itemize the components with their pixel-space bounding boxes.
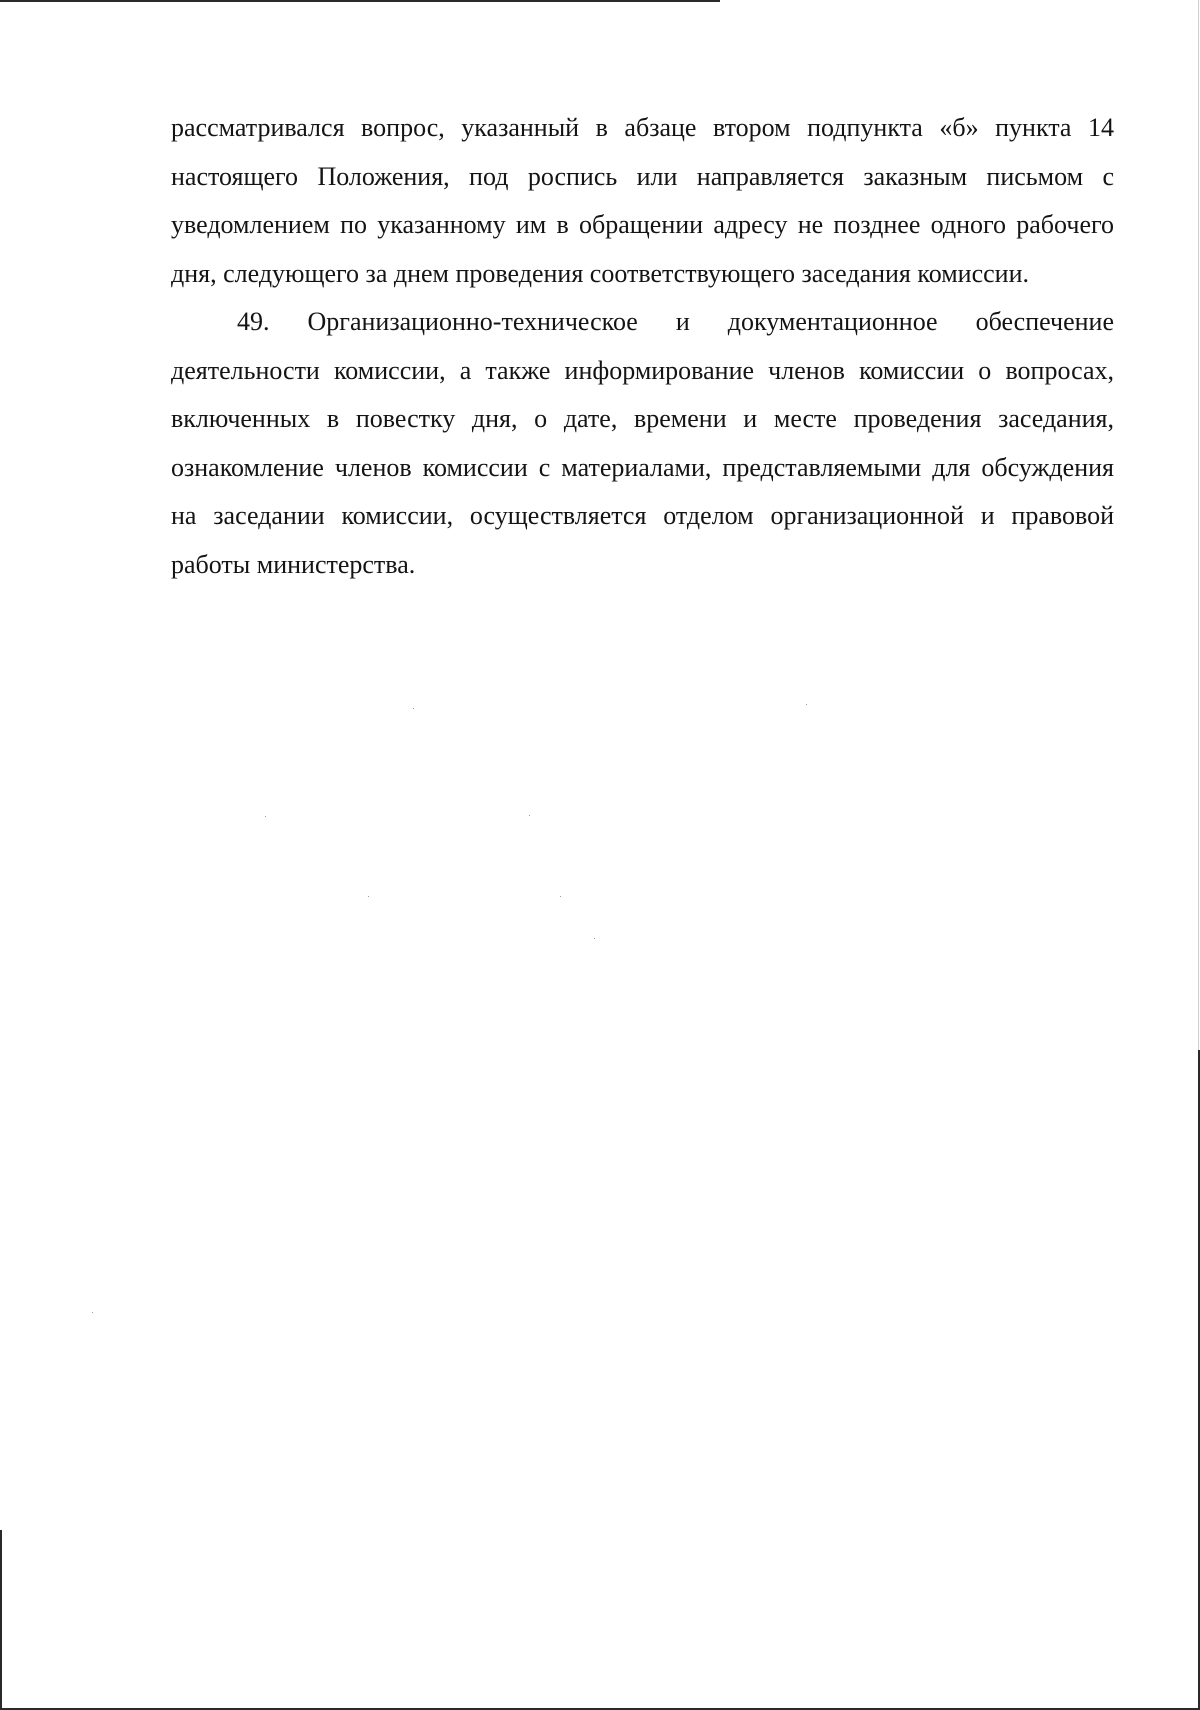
paragraph-continuation: рассматривался вопрос, указанный в абзаце втором подпункта «б» пункта 14 настоящего Положения, под роспись или направляется заказным письмом с уведомлением по указанному им в обращении адресу не позднее одного рабочего дня, следующего за днем проведения соответствующего заседания комиссии. xyxy=(171,113,1114,288)
scan-speck xyxy=(806,704,807,705)
scan-edge-left xyxy=(0,1530,2,1710)
scan-speck xyxy=(529,815,530,816)
scan-speck xyxy=(413,708,414,709)
paragraph-49: 49. Организационно-техническое и документационное обеспечение деятельности комиссии, а также информирование членов комиссии о вопросах, включенных в повестку дня, о дате, времени и месте проведения заседания, ознакомление членов комиссии с материалами, представляемыми для обсуждения на заседании комиссии, осуществляется отделом организационной и правовой работы министерства. xyxy=(171,307,1114,579)
scan-edge-right-faint xyxy=(1198,0,1199,1050)
scan-speck xyxy=(594,938,595,939)
scan-speck xyxy=(265,816,266,817)
scan-speck xyxy=(92,1312,93,1313)
scan-speck xyxy=(560,896,561,897)
scan-edge-top xyxy=(0,0,720,2)
scan-speck xyxy=(368,896,369,897)
document-body xyxy=(171,104,1114,589)
